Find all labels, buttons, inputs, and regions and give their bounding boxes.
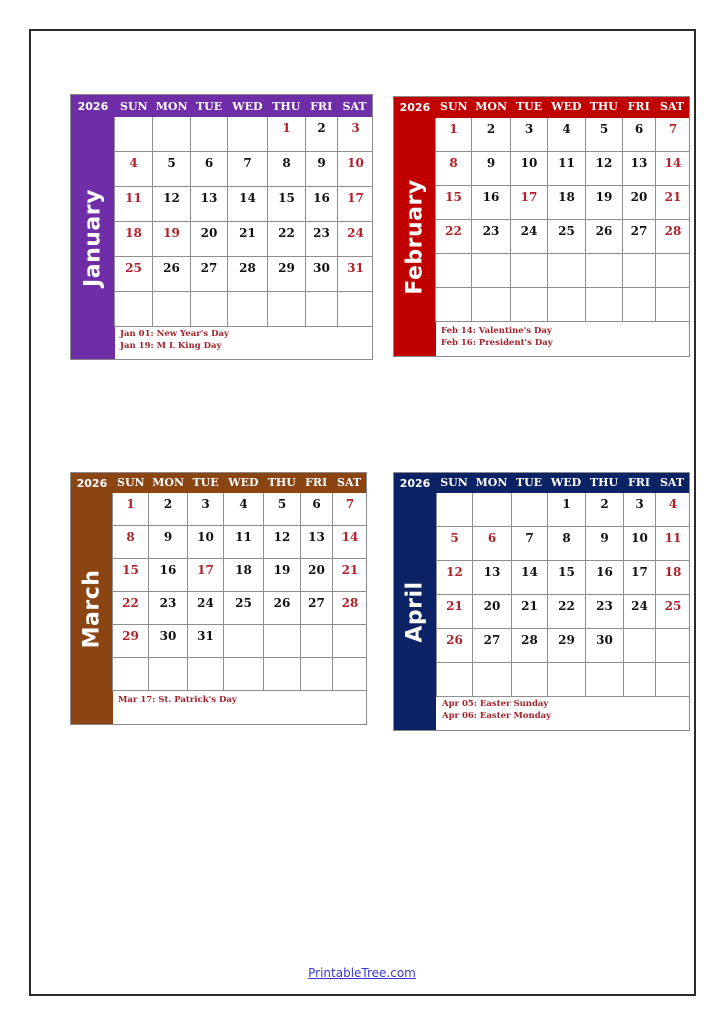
weekday-header: SUN <box>440 476 468 489</box>
calendar-january <box>70 94 373 360</box>
weekday-header: SUN <box>117 476 145 489</box>
day-cell <box>224 658 264 691</box>
weekday-header: SAT <box>659 476 685 489</box>
day-cell <box>333 625 367 658</box>
day-cell <box>472 254 511 288</box>
day-cell: 25 <box>115 257 153 292</box>
weekday-header: WED <box>550 476 582 489</box>
day-cell: 23 <box>472 220 511 254</box>
day-cell: 7 <box>228 152 268 187</box>
day-cell: 17 <box>188 559 224 592</box>
day-cell: 2 <box>306 117 338 152</box>
day-cell: 29 <box>548 629 586 663</box>
holiday-item: Jan 01: New Year's Day <box>120 329 229 339</box>
holiday-item: Mar 17: St. Patrick's Day <box>118 695 237 705</box>
month-sidebar <box>394 118 436 356</box>
day-cell: 27 <box>623 220 656 254</box>
day-cell: 26 <box>153 257 191 292</box>
weekday-header: MON <box>152 476 185 489</box>
weekday-header: FRI <box>627 476 651 489</box>
day-cell: 9 <box>472 152 511 186</box>
day-cell: 6 <box>473 527 512 561</box>
day-cell: 26 <box>437 629 473 663</box>
calendar-april <box>393 472 690 731</box>
day-cell: 21 <box>437 595 473 629</box>
day-cell: 4 <box>656 493 690 527</box>
day-cell: 21 <box>656 186 690 220</box>
weekday-header: MON <box>155 99 188 113</box>
day-cell: 25 <box>656 595 690 629</box>
day-cell: 27 <box>191 257 228 292</box>
day-cell: 8 <box>436 152 472 186</box>
day-cell: 16 <box>586 561 624 595</box>
holiday-item: Jan 19: M L King Day <box>120 341 222 351</box>
day-cell: 2 <box>472 118 511 152</box>
holiday-notes <box>114 325 372 359</box>
month-name: April <box>402 580 428 643</box>
day-cell <box>436 254 472 288</box>
day-cell <box>656 629 690 663</box>
day-cell: 5 <box>437 527 473 561</box>
day-cell: 28 <box>656 220 690 254</box>
weekday-header: WED <box>232 99 263 113</box>
day-cell: 13 <box>623 152 656 186</box>
day-cell: 14 <box>333 526 367 559</box>
holiday-notes <box>435 322 689 356</box>
day-cell: 18 <box>224 559 264 592</box>
day-cell: 17 <box>624 561 656 595</box>
day-cell <box>333 658 367 691</box>
day-cell: 10 <box>188 526 224 559</box>
day-cell <box>191 117 228 152</box>
day-cell <box>624 663 656 697</box>
day-cell <box>338 292 373 327</box>
weekday-header: THU <box>272 99 301 113</box>
day-cell: 8 <box>268 152 306 187</box>
day-cell: 22 <box>113 592 149 625</box>
day-cell: 21 <box>512 595 548 629</box>
year-label: 2026 <box>76 476 108 490</box>
day-cell <box>113 658 149 691</box>
day-cell: 11 <box>548 152 586 186</box>
weekday-header: WED <box>228 476 259 489</box>
day-cell: 15 <box>436 186 472 220</box>
day-cell: 20 <box>191 222 228 257</box>
day-cell <box>623 288 656 322</box>
day-cell: 29 <box>113 625 149 658</box>
day-cell: 18 <box>548 186 586 220</box>
day-cell: 10 <box>338 152 373 187</box>
day-cell <box>149 658 188 691</box>
month-name: January <box>80 189 106 287</box>
day-cell: 22 <box>268 222 306 257</box>
day-cell <box>511 254 548 288</box>
day-cell: 18 <box>115 222 153 257</box>
day-cell: 15 <box>113 559 149 592</box>
day-cell <box>436 288 472 322</box>
weekday-header: MON <box>475 100 508 113</box>
day-cell <box>473 663 512 697</box>
day-grid <box>112 493 366 691</box>
month-sidebar <box>394 493 436 730</box>
day-cell: 14 <box>228 187 268 222</box>
day-cell: 20 <box>623 186 656 220</box>
day-cell <box>548 288 586 322</box>
day-cell <box>228 117 268 152</box>
year-label: 2026 <box>399 101 431 114</box>
calendar-header <box>394 97 689 118</box>
day-cell: 11 <box>656 527 690 561</box>
day-cell: 12 <box>586 152 623 186</box>
day-cell <box>511 288 548 322</box>
holiday-notes <box>436 695 689 730</box>
day-cell: 8 <box>113 526 149 559</box>
day-cell: 20 <box>473 595 512 629</box>
day-cell: 15 <box>268 187 306 222</box>
day-cell <box>301 625 333 658</box>
weekday-header: SAT <box>337 476 362 489</box>
day-cell: 5 <box>153 152 191 187</box>
weekday-header: TUE <box>515 100 543 113</box>
calendar-header <box>71 95 372 117</box>
day-cell: 23 <box>306 222 338 257</box>
day-cell: 3 <box>188 493 224 526</box>
holiday-notes <box>112 691 366 724</box>
month-name: March <box>79 569 105 648</box>
day-cell: 3 <box>338 117 373 152</box>
day-cell <box>512 663 548 697</box>
day-cell: 16 <box>472 186 511 220</box>
weekday-header: THU <box>267 476 296 489</box>
day-cell: 2 <box>586 493 624 527</box>
day-cell: 4 <box>224 493 264 526</box>
day-cell: 16 <box>306 187 338 222</box>
day-cell <box>301 658 333 691</box>
day-cell <box>191 292 228 327</box>
day-cell: 24 <box>511 220 548 254</box>
day-cell: 4 <box>115 152 153 187</box>
month-name: February <box>402 179 428 295</box>
day-cell: 13 <box>301 526 333 559</box>
day-cell: 28 <box>228 257 268 292</box>
day-cell: 28 <box>512 629 548 663</box>
day-cell: 1 <box>113 493 149 526</box>
day-cell: 6 <box>191 152 228 187</box>
day-cell: 7 <box>333 493 367 526</box>
day-cell: 19 <box>586 186 623 220</box>
day-cell: 11 <box>115 187 153 222</box>
day-cell: 30 <box>586 629 624 663</box>
day-cell: 8 <box>548 527 586 561</box>
day-cell: 3 <box>511 118 548 152</box>
day-cell: 23 <box>586 595 624 629</box>
day-cell <box>548 254 586 288</box>
day-cell <box>656 663 690 697</box>
day-cell: 15 <box>548 561 586 595</box>
day-cell <box>472 288 511 322</box>
day-cell: 1 <box>268 117 306 152</box>
weekday-header: SUN <box>440 100 468 113</box>
day-cell: 7 <box>656 118 690 152</box>
day-cell: 26 <box>264 592 301 625</box>
day-cell <box>586 254 623 288</box>
day-cell: 10 <box>511 152 548 186</box>
weekday-header: FRI <box>627 100 650 113</box>
calendar-header <box>394 473 689 493</box>
day-cell <box>623 254 656 288</box>
calendar-february <box>393 96 690 357</box>
day-cell <box>586 663 624 697</box>
holiday-item: Feb 16: President's Day <box>441 338 553 348</box>
day-cell: 31 <box>188 625 224 658</box>
day-cell: 21 <box>333 559 367 592</box>
day-cell: 9 <box>586 527 624 561</box>
day-cell <box>437 493 473 527</box>
weekday-header: THU <box>589 100 618 113</box>
day-cell <box>224 625 264 658</box>
day-cell: 5 <box>586 118 623 152</box>
day-cell: 24 <box>624 595 656 629</box>
day-cell <box>268 292 306 327</box>
day-cell <box>153 292 191 327</box>
day-cell <box>264 625 301 658</box>
day-cell: 12 <box>437 561 473 595</box>
day-cell: 30 <box>149 625 188 658</box>
day-cell: 19 <box>264 559 301 592</box>
year-label: 2026 <box>77 99 109 113</box>
weekday-header: FRI <box>310 99 333 113</box>
day-cell: 1 <box>548 493 586 527</box>
day-cell: 31 <box>338 257 373 292</box>
day-cell <box>656 288 690 322</box>
holiday-item: Apr 06: Easter Monday <box>442 711 552 721</box>
weekday-header: SAT <box>342 99 367 113</box>
day-cell: 7 <box>512 527 548 561</box>
day-cell: 29 <box>268 257 306 292</box>
day-cell: 22 <box>436 220 472 254</box>
day-cell: 25 <box>224 592 264 625</box>
day-cell: 13 <box>473 561 512 595</box>
day-cell: 22 <box>548 595 586 629</box>
day-cell: 24 <box>188 592 224 625</box>
day-cell <box>115 117 153 152</box>
day-cell: 17 <box>511 186 548 220</box>
day-cell: 26 <box>586 220 623 254</box>
day-cell <box>306 292 338 327</box>
weekday-header: THU <box>589 476 619 489</box>
day-cell: 5 <box>264 493 301 526</box>
day-cell: 25 <box>548 220 586 254</box>
day-cell: 19 <box>153 222 191 257</box>
month-sidebar <box>71 117 115 359</box>
day-cell: 27 <box>473 629 512 663</box>
day-cell: 14 <box>512 561 548 595</box>
day-cell: 14 <box>656 152 690 186</box>
weekday-header: TUE <box>192 476 219 489</box>
day-cell: 16 <box>149 559 188 592</box>
day-cell: 6 <box>623 118 656 152</box>
day-cell: 10 <box>624 527 656 561</box>
day-cell: 24 <box>338 222 373 257</box>
day-cell <box>115 292 153 327</box>
day-cell: 21 <box>228 222 268 257</box>
day-cell: 4 <box>548 118 586 152</box>
day-cell: 1 <box>436 118 472 152</box>
day-cell: 17 <box>338 187 373 222</box>
day-cell: 3 <box>624 493 656 527</box>
day-cell <box>512 493 548 527</box>
calendar-header <box>71 473 366 493</box>
year-label: 2026 <box>399 476 431 490</box>
day-cell <box>548 663 586 697</box>
day-cell: 20 <box>301 559 333 592</box>
holiday-item: Feb 14: Valentine's Day <box>441 326 552 336</box>
day-cell: 27 <box>301 592 333 625</box>
printabletree-link[interactable]: PrintableTree.com <box>308 966 416 980</box>
day-cell: 9 <box>149 526 188 559</box>
day-cell: 18 <box>656 561 690 595</box>
day-cell <box>586 288 623 322</box>
day-cell: 23 <box>149 592 188 625</box>
calendar-march <box>70 472 367 725</box>
weekday-header: FRI <box>305 476 328 489</box>
weekday-header: MON <box>475 476 508 489</box>
day-cell: 28 <box>333 592 367 625</box>
holiday-item: Apr 05: Easter Sunday <box>442 699 549 709</box>
day-cell <box>188 658 224 691</box>
day-cell: 12 <box>153 187 191 222</box>
weekday-header: WED <box>551 100 582 113</box>
day-cell: 13 <box>191 187 228 222</box>
weekday-header: TUE <box>195 99 223 113</box>
day-cell: 11 <box>224 526 264 559</box>
month-sidebar <box>71 493 113 724</box>
day-grid <box>114 117 372 327</box>
day-cell: 12 <box>264 526 301 559</box>
day-cell: 6 <box>301 493 333 526</box>
weekday-header: SAT <box>660 100 685 113</box>
weekday-header: TUE <box>515 476 543 489</box>
weekday-header: SUN <box>120 99 148 113</box>
day-cell <box>153 117 191 152</box>
day-cell <box>228 292 268 327</box>
day-grid <box>435 118 689 322</box>
day-cell: 9 <box>306 152 338 187</box>
day-cell: 30 <box>306 257 338 292</box>
day-cell <box>264 658 301 691</box>
day-cell <box>656 254 690 288</box>
day-cell <box>624 629 656 663</box>
day-cell: 2 <box>149 493 188 526</box>
day-grid <box>436 493 689 697</box>
day-cell <box>473 493 512 527</box>
day-cell <box>437 663 473 697</box>
